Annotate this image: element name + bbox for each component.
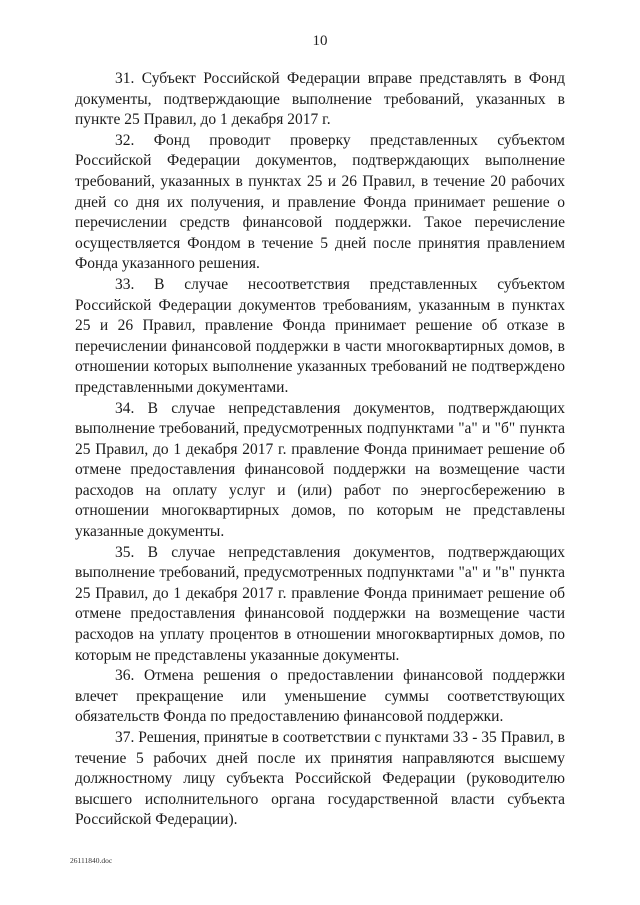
paragraph-35: 35. В случае непредставления документов, подтверждающих выполнение требований, предусмотренных подпунктами "а" и "в" пункта 25 Правил, до 1 декабря 2017 г. правление Фонда принимает решение об отмене предоставления финансовой поддержки на возмещение части расходов на уплату процентов в отношении многоквартирных домов, по которым не представлены указанные документы. — [75, 543, 565, 664]
paragraph-34: 34. В случае непредставления документов, подтверждающих выполнение требований, предусмотренных подпунктами "а" и "б" пункта 25 Правил, до 1 декабря 2017 г. правление Фонда принимает решение об отмене предоставления финансовой поддержки на возмещение части расходов на оплату услуг и (или) работ по энергосбережению в отношении многоквартирных домов, по которым не представлены указанные документы. — [75, 399, 565, 541]
paragraph-33: 33. В случае несоответствия представленных субъектом Российской Федерации документов требованиям, указанным в пунктах 25 и 26 Правил, правление Фонда принимает решение об отказе в перечислении финансовой поддержки в части многоквартирных домов, в отношении которых выполнение указанных требований не подтверждено представленными документами. — [75, 275, 565, 396]
document-body — [75, 69, 565, 831]
paragraph-31: 31. Субъект Российской Федерации вправе представлять в Фонд документы, подтверждающие выполнение требований, указанных в пункте 25 Правил, до 1 декабря 2017 г. — [75, 70, 565, 129]
paragraph-37: 37. Решения, принятые в соответствии с пунктами 33 - 35 Правил, в течение 5 рабочих дней после их принятия направляются высшему должностному лицу субъекта Российской Федерации (руководителю высшего исполнительного органа государственной власти субъекта Российской Федерации). — [75, 729, 565, 829]
page-number: 10 — [312, 33, 328, 49]
paragraph-32: 32. Фонд проводит проверку представленных субъектом Российской Федерации документов, подтверждающих выполнение требований, указанных в пунктах 25 и 26 Правил, в течение 20 рабочих дней со дня их получения, и правление Фонда принимает решение о перечислении средств финансовой поддержки. Такое перечисление осуществляется Фондом в течение 5 дней после принятия правлением Фонда указанного решения. — [75, 131, 565, 273]
paragraph-36: 36. Отмена решения о предоставлении финансовой поддержки влечет прекращение или уменьшение суммы соответствующих обязательств Фонда по предоставлению финансовой поддержки. — [75, 667, 565, 726]
footer-filename: 26111840.doc — [70, 856, 113, 865]
